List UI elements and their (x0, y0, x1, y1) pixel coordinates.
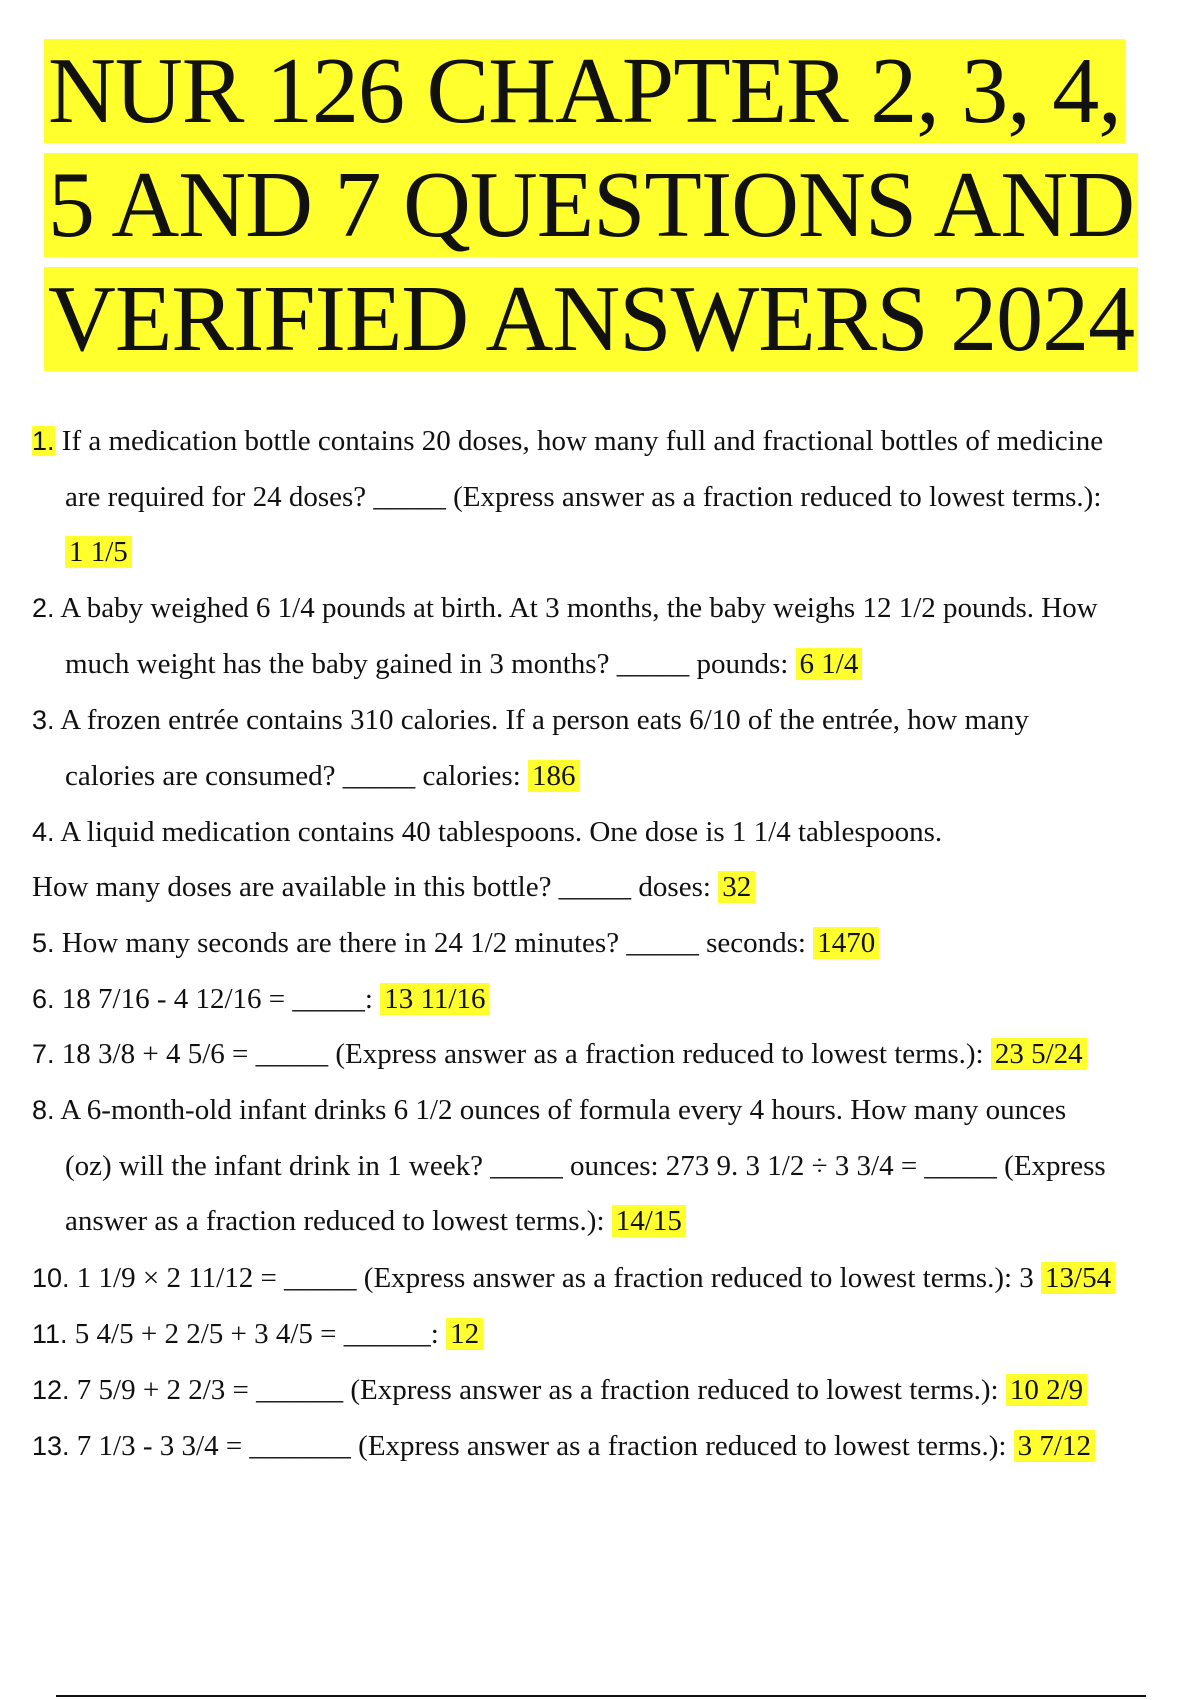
question-3 (32, 700, 1029, 740)
question-4-line-2 (32, 867, 755, 907)
question-10 (32, 1258, 1115, 1298)
question-text: 1 1/9 × 2 11/12 = _____ (Express answer as a fraction reduced to lowest terms.): 3 (76, 1262, 1034, 1294)
question-number: 7. (32, 1039, 55, 1069)
title-line-1: NUR 126 CHAPTER 2, 3, 4, (44, 36, 1194, 150)
question-text: 18 7/16 - 4 12/16 = _____: (61, 983, 373, 1015)
question-number: 6. (32, 984, 55, 1014)
question-text: answer as a fraction reduced to lowest terms.): (65, 1205, 605, 1237)
answer-highlight: 12 (446, 1318, 483, 1350)
answer-highlight: 13 11/16 (380, 983, 489, 1015)
question-number: 13. (32, 1431, 70, 1461)
question-11 (32, 1314, 483, 1354)
question-4 (32, 812, 942, 852)
question-text: How many doses are available in this bottle? _____ doses: (32, 871, 711, 903)
question-text: 7 1/3 - 3 3/4 = _______ (Express answer as a fraction reduced to lowest terms.): (76, 1430, 1007, 1462)
question-8-line-2: (oz) will the infant drink in 1 week? _____ ounces: 273 9. 3 1/2 ÷ 3 3/4 = _____ (Express (65, 1150, 1106, 1182)
question-number: 12. (32, 1375, 70, 1405)
question-text: A baby weighed 6 1/4 pounds at birth. At 3 months, the baby weighs 12 1/2 pounds. How (60, 592, 1098, 624)
question-number: 5. (32, 928, 55, 958)
question-8 (32, 1090, 1066, 1130)
question-text: A frozen entrée contains 310 calories. If a person eats 6/10 of the entrée, how many (60, 704, 1029, 736)
question-5 (32, 923, 879, 963)
question-text: much weight has the baby gained in 3 months? _____ pounds: (65, 648, 789, 680)
question-8-line-3 (65, 1201, 686, 1241)
answer-highlight: 6 1/4 (796, 648, 863, 680)
document-title (44, 36, 1194, 378)
question-6 (32, 979, 489, 1019)
answer-highlight: 186 (528, 760, 580, 792)
title-line-2: 5 AND 7 QUESTIONS AND (44, 150, 1194, 264)
question-number: 3. (32, 705, 55, 735)
question-1 (32, 421, 1103, 461)
question-text: 18 3/8 + 4 5/6 = _____ (Express answer as a fraction reduced to lowest terms.): (61, 1038, 984, 1070)
question-12 (32, 1370, 1087, 1410)
answer-highlight: 10 2/9 (1006, 1374, 1087, 1406)
question-3-line-2 (65, 756, 580, 796)
question-text: 7 5/9 + 2 2/3 = ______ (Express answer as a fraction reduced to lowest terms.): (76, 1374, 999, 1406)
question-2-line-2 (65, 644, 862, 684)
answer-highlight: 23 5/24 (991, 1038, 1087, 1070)
question-text: If a medication bottle contains 20 doses, how many full and fractional bottles of medicine (61, 425, 1104, 457)
question-number: 8. (32, 1095, 55, 1125)
answer-highlight: 1470 (813, 927, 879, 959)
question-2 (32, 588, 1098, 628)
question-1-answer-line (65, 532, 132, 572)
answer-highlight: 13/54 (1041, 1262, 1115, 1294)
question-text: 5 4/5 + 2 2/5 + 3 4/5 = ______: (74, 1318, 439, 1350)
question-text: A liquid medication contains 40 tablespoons. One dose is 1 1/4 tablespoons. (60, 816, 943, 848)
question-7 (32, 1034, 1087, 1074)
question-number: 4. (32, 817, 55, 847)
question-number: 11. (32, 1319, 68, 1349)
title-line-3: VERIFIED ANSWERS 2024 (44, 264, 1194, 378)
question-text: A 6-month-old infant drinks 6 1/2 ounces of formula every 4 hours. How many ounces (60, 1094, 1067, 1126)
answer-highlight: 14/15 (612, 1205, 686, 1237)
answer-highlight: 3 7/12 (1014, 1430, 1095, 1462)
footer-divider (56, 1695, 1146, 1697)
question-number: 10. (32, 1263, 70, 1293)
question-text: How many seconds are there in 24 1/2 minutes? _____ seconds: (61, 927, 806, 959)
question-text: calories are consumed? _____ calories: (65, 760, 521, 792)
question-13 (32, 1426, 1095, 1466)
answer-highlight: 1 1/5 (65, 536, 132, 568)
question-number: 2. (32, 593, 55, 623)
question-number: 1. (32, 426, 55, 456)
question-1-line-2: are required for 24 doses? _____ (Express answer as a fraction reduced to lowest terms.): (65, 481, 1102, 513)
answer-highlight: 32 (718, 871, 755, 903)
